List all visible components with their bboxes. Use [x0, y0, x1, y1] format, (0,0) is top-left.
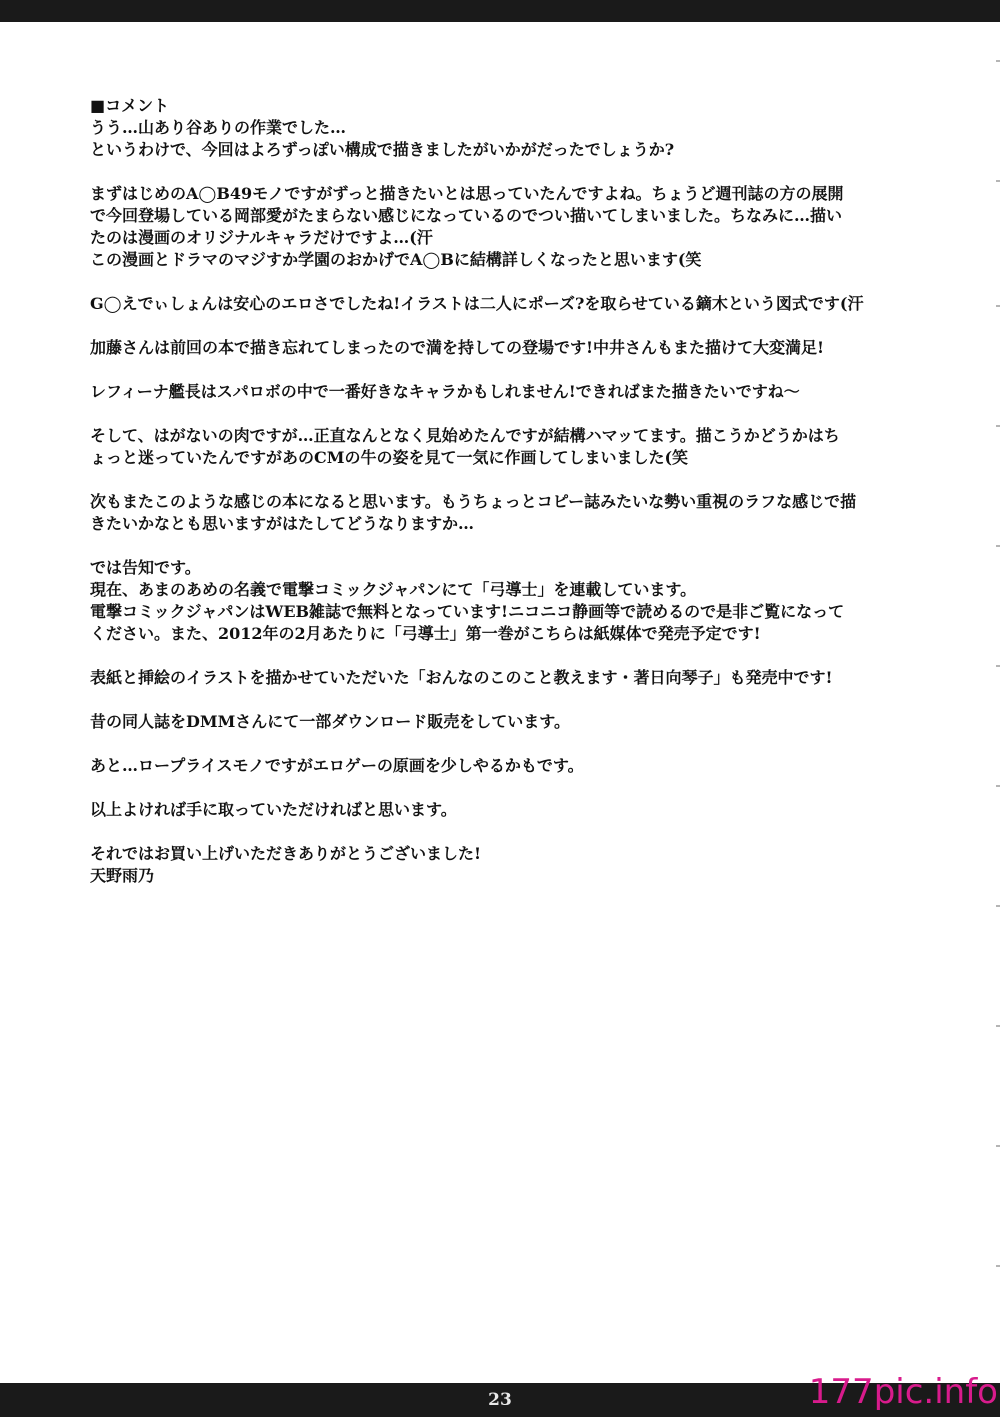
- comment-body: [90, 117, 960, 887]
- comment-line: 電撃コミックジャパンはWEB雑誌で無料となっています!ニコニコ静画等で読めるので是非ご覧になって: [90, 602, 845, 621]
- comment-line: あと…ロープライスモノですがエロゲーの原画を少しやるかもです。: [90, 756, 584, 775]
- paragraph-gap: [90, 403, 960, 425]
- comment-line: 以上よければ手に取っていただければと思います。: [90, 800, 457, 819]
- comment-line: 次もまたこのような感じの本になると思います。もうちょっとコピー誌みたいな勢い重視のラフな感じで描: [90, 492, 857, 511]
- paragraph-gap: [90, 821, 960, 843]
- paragraph-gap: [90, 315, 960, 337]
- top-border-bar: [0, 0, 1000, 22]
- comment-line: で今回登場している岡部愛がたまらない感じになっているのでつい描いてしまいました。ちなみに…描い: [90, 206, 843, 225]
- paragraph-gap: [90, 271, 960, 293]
- comment-line: では告知です。: [90, 558, 201, 577]
- comment-line: きたいかなとも思いますがはたしてどうなりますか…: [90, 514, 475, 533]
- paragraph-gap: [90, 161, 960, 183]
- comment-line: この漫画とドラマのマジすか学園のおかげでA◯Bに結構詳しくなったと思います(笑: [90, 250, 702, 269]
- paragraph-gap: [90, 645, 960, 667]
- comment-line: 加藤さんは前回の本で描き忘れてしまったので満を持しての登場です!中井さんもまた描けて大変満足!: [90, 338, 825, 357]
- paragraph-gap: [90, 733, 960, 755]
- comment-line: そして、はがないの肉ですが…正直なんとなく見始めたんですが結構ハマッてます。描こうかどうかはち: [90, 426, 840, 445]
- paragraph-gap: [90, 469, 960, 491]
- comment-line: ください。また、2012年の2月あたりに「弓導士」第一巻がこちらは紙媒体で発売予定です!: [90, 624, 761, 643]
- comment-line: 昔の同人誌をDMMさんにて一部ダウンロード販売をしています。: [90, 712, 571, 731]
- comment-line: レフィーナ艦長はスパロボの中で一番好きなキャラかもしれません!できればまた描きたいですね～: [90, 382, 800, 401]
- comment-line: G◯えでぃしょんは安心のエロさでしたね!イラストは二人にポーズ?を取らせている鏑木という図式です(汗: [90, 294, 864, 313]
- comment-line: 現在、あまのあめの名義で電撃コミックジャパンにて「弓導士」を連載しています。: [90, 580, 697, 599]
- site-watermark: 177pic.info: [808, 1372, 998, 1412]
- paragraph-gap: [90, 689, 960, 711]
- page-edge-marks: [994, 40, 1000, 1360]
- comment-heading: ■コメント: [90, 96, 170, 115]
- comment-line: ょっと迷っていたんですがあのCMの牛の姿を見て一気に作画してしまいました(笑: [90, 448, 689, 467]
- paragraph-gap: [90, 359, 960, 381]
- paragraph-gap: [90, 777, 960, 799]
- comment-line: うう…山あり谷ありの作業でした…: [90, 118, 347, 137]
- comment-section: [90, 95, 960, 887]
- page-number: 23: [488, 1390, 512, 1410]
- comment-line: たのは漫画のオリジナルキャラだけですよ…(汗: [90, 228, 433, 247]
- comment-line: 表紙と挿絵のイラストを描かせていただいた「おんなのこのこと教えます・著日向琴子」も発売中です!: [90, 668, 833, 687]
- paragraph-gap: [90, 535, 960, 557]
- comment-line: というわけで、今回はよろずっぽい構成で描きましたがいかがだったでしょうか?: [90, 140, 675, 159]
- comment-line: それではお買い上げいただきありがとうございました!: [90, 844, 482, 863]
- comment-line: まずはじめのA◯B49モノですがずっと描きたいとは思っていたんですよね。ちょうど週刊誌の方の展開: [90, 184, 844, 203]
- comment-line: 天野雨乃: [90, 866, 155, 885]
